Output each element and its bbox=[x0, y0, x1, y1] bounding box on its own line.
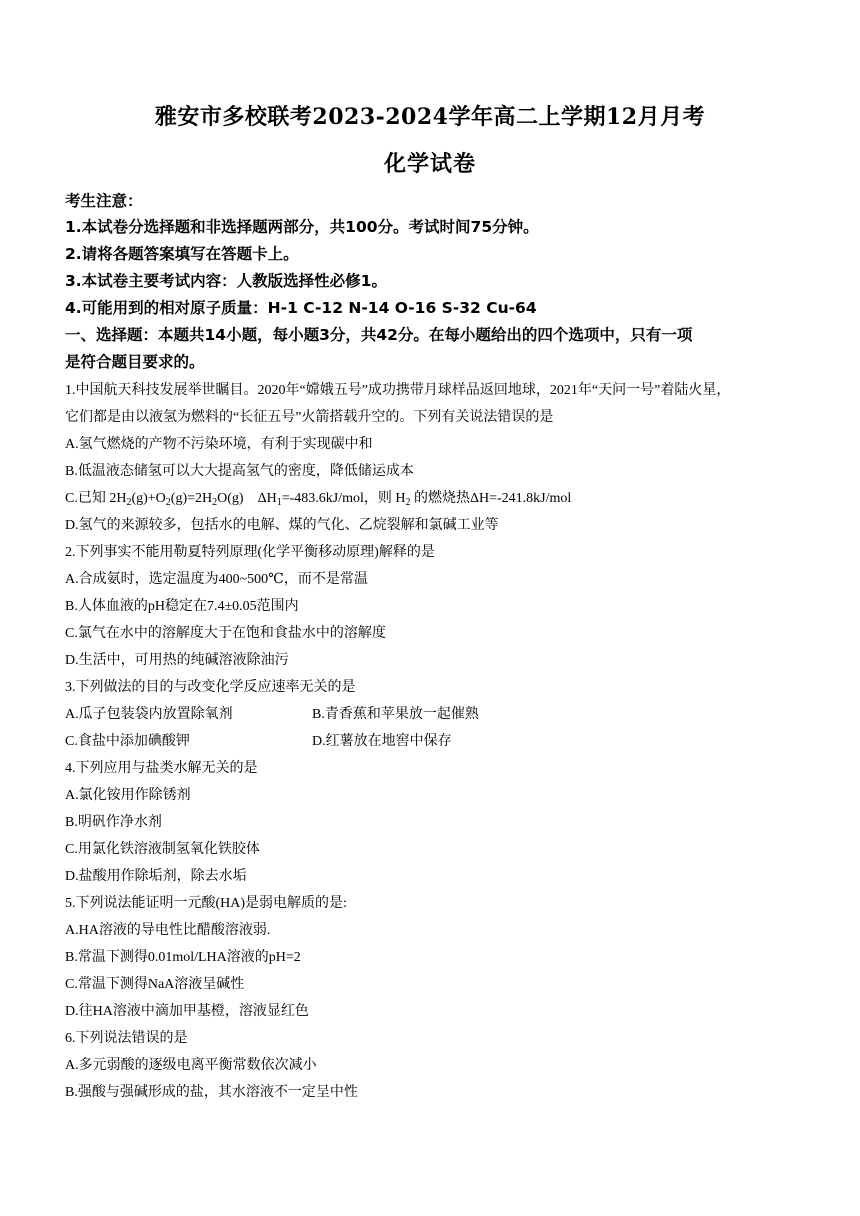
question-6-option-a: A.多元弱酸的逐级电离平衡常数依次减小 bbox=[65, 1058, 317, 1073]
question-6-option-b: B.强酸与强碱形成的盐，其水溶液不一定呈中性 bbox=[65, 1085, 358, 1100]
question-6-stem: 6.下列说法错误的是 bbox=[65, 1031, 188, 1046]
question-4-option-b: B.明矾作净水剂 bbox=[65, 815, 162, 830]
notice-heading: 考生注意： bbox=[65, 192, 143, 210]
notice-item: 4.可能用到的相对原子质量：H-1 C-12 N-14 O-16 S-32 Cu-64 bbox=[65, 299, 537, 317]
question-3-stem: 3.下列做法的目的与改变化学反应速率无关的是 bbox=[65, 680, 356, 695]
question-1-option-b: B.低温液态储氢可以大大提高氢气的密度，降低储运成本 bbox=[65, 464, 414, 479]
question-1-stem-cont: 它们都是由以液氢为燃料的“长征五号”火箭搭载升空的。下列有关说法错误的是 bbox=[65, 410, 554, 425]
exam-title: 雅安市多校联考2023-2024学年高二上学期12月月考 bbox=[154, 104, 706, 130]
question-1-option-c: C.已知 $2H_2(g)+O_2(g)=2H_2O(g)$ $\Delta H_1=-483.6kJ$/mol，则 $H_2$ 的燃烧热ΔH=-241.8kJ/mol bbox=[65, 491, 572, 508]
section-heading: 一、选择题：本题共14小题，每小题3分，共42分。在每小题给出的四个选项中，只有一项 bbox=[65, 326, 693, 344]
question-1-option-a: A.氢气燃烧的产物不污染环境，有利于实现碳中和 bbox=[65, 437, 373, 452]
question-2-option-b: B.人体血液的pH稳定在7.4±0.05范围内 bbox=[65, 599, 299, 614]
question-3-option-c: C.食盐中添加碘酸钾 bbox=[65, 734, 190, 749]
notice-item: 2.请将各题答案填写在答题卡上。 bbox=[65, 245, 299, 263]
exam-subject: 化学试卷 bbox=[383, 151, 476, 177]
question-5-option-b: B.常温下测得0.01mol/LHA溶液的pH=2 bbox=[65, 950, 301, 965]
question-5-option-a: A.HA溶液的导电性比醋酸溶液弱. bbox=[65, 923, 271, 938]
section-heading-cont: 是符合题目要求的。 bbox=[65, 353, 205, 371]
question-3-option-b: B.青香蕉和苹果放一起催熟 bbox=[312, 707, 479, 722]
question-3-option-d: D.红薯放在地窖中保存 bbox=[312, 734, 452, 749]
question-5-option-d: D.往HA溶液中滴加甲基橙，溶液显红色 bbox=[65, 1004, 309, 1019]
question-4-stem: 4.下列应用与盐类水解无关的是 bbox=[65, 761, 258, 776]
question-2-option-a: A.合成氨时，选定温度为400~500℃，而不是常温 bbox=[65, 572, 368, 587]
question-4-option-d: D.盐酸用作除垢剂，除去水垢 bbox=[65, 869, 247, 884]
question-4-option-c: C.用氯化铁溶液制氢氧化铁胶体 bbox=[65, 842, 260, 857]
question-3-option-a: A.瓜子包装袋内放置除氧剂 bbox=[65, 707, 233, 722]
question-2-option-c: C.氯气在水中的溶解度大于在饱和食盐水中的溶解度 bbox=[65, 626, 386, 641]
question-4-option-a: A.氯化铵用作除锈剂 bbox=[65, 788, 191, 803]
question-2-option-d: D.生活中，可用热的纯碱溶液除油污 bbox=[65, 653, 289, 668]
question-1-option-d: D.氢气的来源较多，包括水的电解、煤的气化、乙烷裂解和氯碱工业等 bbox=[65, 518, 499, 533]
notice-item: 1.本试卷分选择题和非选择题两部分，共100分。考试时间75分钟。 bbox=[65, 218, 539, 236]
question-5-stem: 5.下列说法能证明一元酸(HA)是弱电解质的是: bbox=[65, 896, 347, 911]
notice-item: 3.本试卷主要考试内容：人教版选择性必修1。 bbox=[65, 272, 387, 290]
question-2-stem: 2.下列事实不能用勒夏特列原理(化学平衡移动原理)解释的是 bbox=[65, 545, 435, 560]
question-5-option-c: C.常温下测得NaA溶液呈碱性 bbox=[65, 977, 245, 992]
question-1-stem: 1.中国航天科技发展举世瞩目。2020年“嫦娥五号”成功携带月球样品返回地球，2021年“天问一号”着陆火星， bbox=[65, 383, 731, 398]
